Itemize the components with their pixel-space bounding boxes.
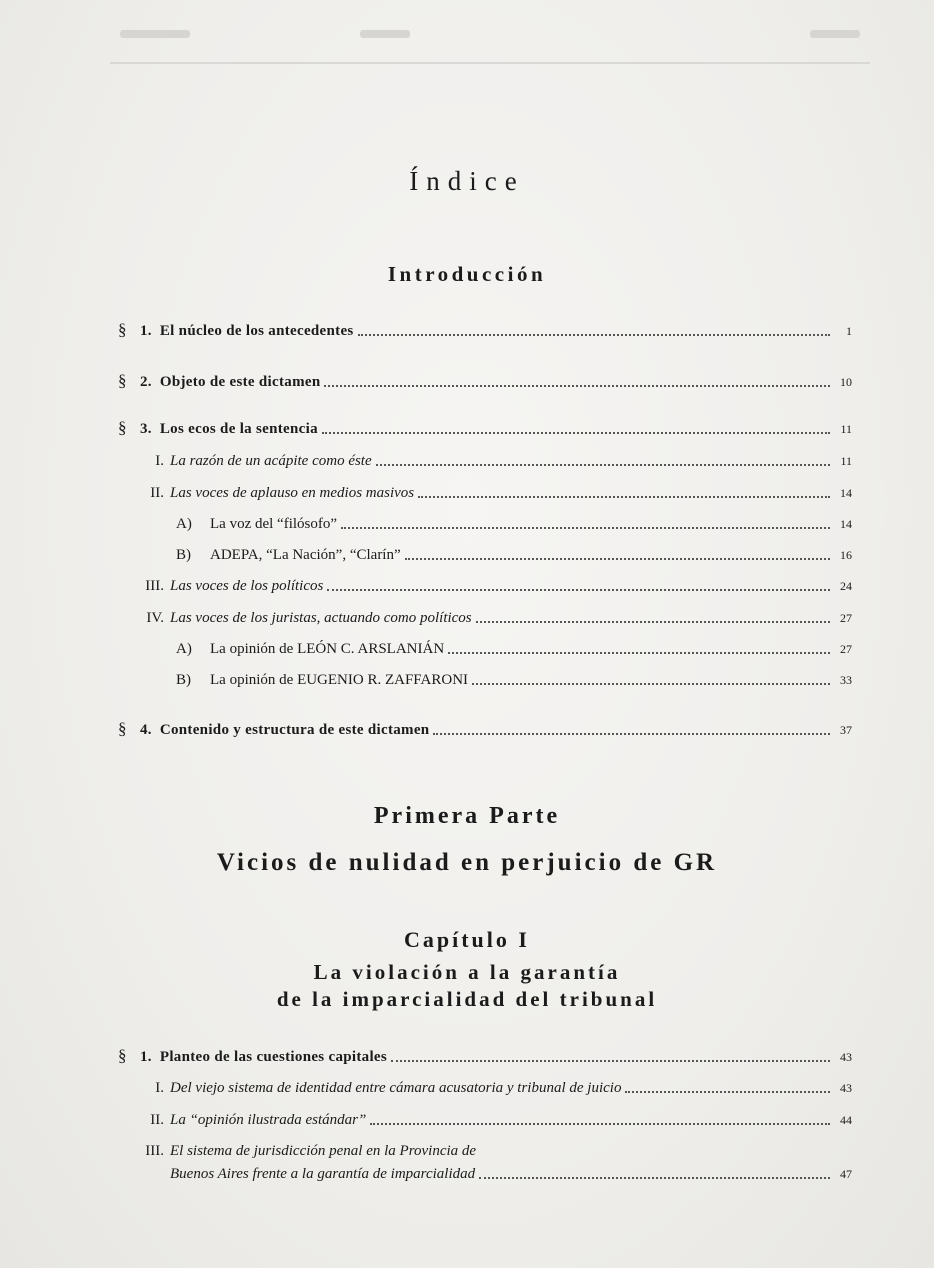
entry-title: La “opinión ilustrada estándar”	[170, 1112, 367, 1128]
entry-marker: I.	[155, 453, 164, 469]
dot-leader	[448, 652, 830, 654]
dot-leader	[324, 385, 830, 387]
entry-title: La razón de un acápite como éste	[170, 453, 372, 469]
entry-marker: A)	[176, 641, 192, 657]
entry-title: Planteo de las cuestiones capitales	[159, 1049, 388, 1065]
page-number: 24	[840, 579, 852, 593]
toc-subentry[interactable]	[176, 547, 852, 564]
section-symbol: §	[118, 719, 127, 738]
dot-leader	[433, 733, 830, 735]
entry-number: 2.	[140, 374, 152, 390]
entry-marker: A)	[176, 516, 192, 532]
dot-leader	[418, 496, 830, 498]
bleed-through-header	[110, 22, 870, 42]
dot-leader	[472, 683, 830, 685]
toc-subentry-line1[interactable]	[134, 1143, 852, 1160]
page-number: 16	[840, 548, 852, 562]
chapter-heading-line2: de la imparcialidad del tribunal	[276, 987, 658, 1011]
dot-leader	[370, 1123, 830, 1125]
toc-subentry[interactable]	[134, 578, 852, 595]
part-title: Primera Parte	[373, 803, 561, 829]
section-symbol: §	[118, 371, 127, 390]
entry-title: Los ecos de la sentencia	[159, 421, 318, 437]
toc-subentry[interactable]	[134, 453, 852, 470]
page-number: 11	[840, 422, 852, 436]
entry-marker: IV.	[146, 610, 164, 626]
page-number: 10	[840, 375, 852, 389]
entry-title: La opinión de LEÓN C. ARSLANIÁN	[210, 641, 445, 657]
entry-title: La voz del “filósofo”	[210, 516, 338, 532]
toc-subentry[interactable]	[134, 1080, 852, 1097]
toc-entry[interactable]	[118, 320, 852, 340]
entry-title: La opinión de EUGENIO R. ZAFFARONI	[210, 672, 469, 688]
entry-number: 1.	[140, 1049, 152, 1065]
entry-title: Las voces de los juristas, actuando como políticos	[170, 610, 472, 626]
entry-number: 4.	[140, 722, 152, 738]
entry-title: Las voces de los políticos	[170, 578, 324, 594]
page-number: 37	[840, 723, 852, 737]
page-number: 27	[840, 611, 852, 625]
page-number: 27	[840, 642, 852, 656]
section-heading-introduccion: Introducción	[387, 262, 547, 286]
entry-marker: II.	[150, 485, 164, 501]
part-subtitle: Vicios de nulidad en perjuicio de GR	[216, 849, 718, 876]
entry-title: Del viejo sistema de identidad entre cámara acusatoria y tribunal de juicio	[170, 1080, 622, 1096]
dot-leader	[391, 1060, 830, 1062]
page-number: 43	[840, 1050, 852, 1064]
toc-entry[interactable]	[118, 371, 852, 391]
entry-number: 3.	[140, 421, 152, 437]
page-title: Índice	[409, 166, 525, 196]
toc-subentry-line2[interactable]	[170, 1166, 852, 1183]
entry-marker: B)	[176, 547, 191, 563]
entry-number: 1.	[140, 323, 152, 339]
entry-title: Objeto de este dictamen	[159, 374, 321, 390]
dot-leader	[327, 589, 830, 591]
toc-entry[interactable]	[118, 719, 852, 739]
entry-title: Contenido y estructura de este dictamen	[159, 722, 430, 738]
toc-subentry[interactable]	[134, 485, 852, 502]
dot-leader	[479, 1177, 830, 1179]
page-number: 14	[840, 486, 852, 500]
dot-leader	[341, 527, 830, 529]
entry-marker: III.	[145, 578, 164, 594]
toc-subentry[interactable]	[134, 610, 852, 627]
bleed-through-rule	[110, 62, 870, 64]
page-number: 1	[846, 324, 852, 338]
page-number: 11	[840, 454, 852, 468]
chapter-heading-line1: La violación a la garantía	[313, 960, 621, 984]
entry-marker: I.	[155, 1080, 164, 1096]
entry-title: Las voces de aplauso en medios masivos	[170, 485, 415, 501]
entry-title: El núcleo de los antecedentes	[159, 323, 354, 339]
section-symbol: §	[118, 418, 127, 437]
section-symbol: §	[118, 1046, 127, 1065]
dot-leader	[358, 334, 830, 336]
entry-marker: III.	[145, 1143, 164, 1159]
dot-leader	[625, 1091, 830, 1093]
entry-title-line1: El sistema de jurisdicción penal en la Provincia de	[170, 1143, 477, 1159]
dot-leader	[322, 432, 830, 434]
page-number: 43	[840, 1081, 852, 1095]
toc-subentry[interactable]	[176, 641, 852, 658]
section-symbol: §	[118, 320, 127, 339]
page-number: 14	[840, 517, 852, 531]
entry-title-line2: Buenos Aires frente a la garantía de imparcialidad	[170, 1166, 476, 1182]
chapter-title: Capítulo I	[404, 927, 530, 952]
dot-leader	[476, 621, 830, 623]
entry-title: ADEPA, “La Nación”, “Clarín”	[210, 547, 401, 563]
page-number: 33	[840, 673, 852, 687]
dot-leader	[376, 464, 830, 466]
entry-marker: II.	[150, 1112, 164, 1128]
page-number: 44	[840, 1113, 852, 1127]
page-number: 47	[840, 1167, 852, 1181]
toc-subentry[interactable]	[134, 1112, 852, 1129]
toc-entry[interactable]	[118, 1046, 852, 1066]
toc-entry[interactable]	[118, 418, 852, 438]
entry-marker: B)	[176, 672, 191, 688]
toc-subentry[interactable]	[176, 672, 852, 689]
dot-leader	[405, 558, 830, 560]
toc-subentry[interactable]	[176, 516, 852, 533]
